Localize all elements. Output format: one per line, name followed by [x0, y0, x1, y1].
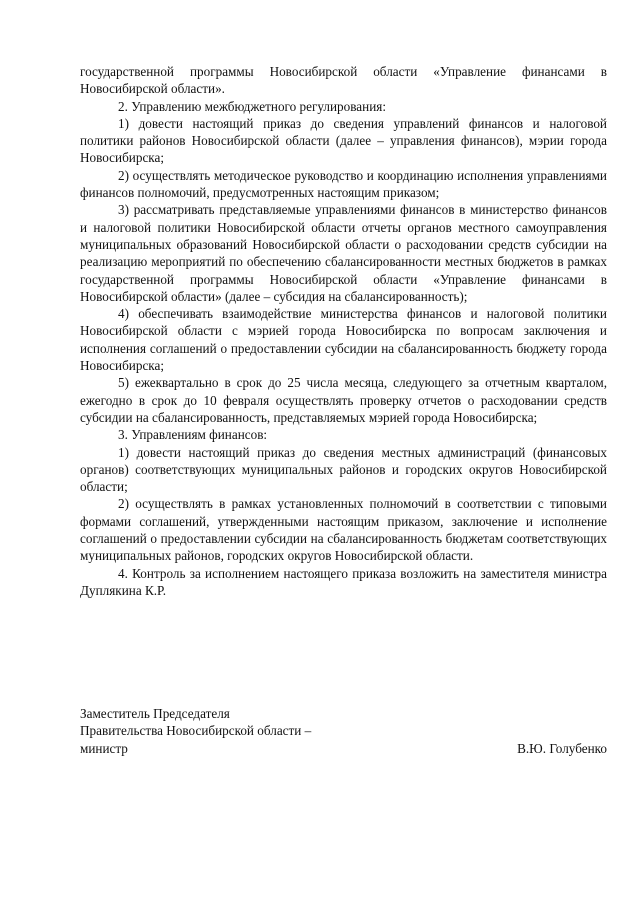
paragraph-0: государственной программы Новосибирской области «Управление финансами в Новосибирской области».: [80, 64, 607, 97]
signatory-title-line-2: Правительства Новосибирской области –: [80, 723, 312, 739]
paragraph-5: 4) обеспечивать взаимодействие министерства финансов и налоговой политики Новосибирской области с мэрией города Новосибирска по вопросам заключения и исполнения соглашений о предоставлении субсидии на сбалансированность бюджету города Новосибирска;: [80, 306, 607, 374]
paragraph-4: 3) рассматривать представляемые управлениями финансов в министерство финансов и налоговой политики Новосибирской области отчеты органов местного самоуправления муниципальных образований Новосибирской области о расходовании средств субсидии на реализацию мероприятий по обеспечению сбалансированности местных бюджетов в рамках государственной программы Новосибирской области «Управление финансами в Новосибирской области» (далее – субсидия на сбалансированность);: [80, 202, 607, 304]
signatory-title-line-3: министр: [80, 740, 128, 756]
paragraph-1: 2. Управлению межбюджетного регулирования:: [118, 98, 386, 114]
paragraph-8: 1) довести настоящий приказ до сведения местных администраций (финансовых органов) соответствующих муниципальных районов и городских округов Новосибирской области;: [80, 444, 607, 495]
paragraph-2: 1) довести настоящий приказ до сведения управлений финансов и налоговой политики районов Новосибирской области (далее – управления финансов), мэрии города Новосибирска;: [80, 115, 607, 166]
paragraph-10: 4. Контроль за исполнением настоящего приказа возложить на заместителя министра Дуплякина К.Р.: [80, 565, 607, 598]
signature-block: [80, 705, 607, 757]
paragraph-6: 5) ежеквартально в срок до 25 числа месяца, следующего за отчетным кварталом, ежегодно в срок до 10 февраля осуществлять проверку отчетов о расходовании средств субсидии на сбалансированность, представляемых мэрией города Новосибирска;: [80, 375, 607, 425]
signatory-title-line-1: Заместитель Председателя: [80, 706, 230, 721]
paragraph-7: 3. Управлениям финансов:: [118, 427, 268, 443]
paragraph-3: 2) осуществлять методическое руководство и координацию исполнения управлениями финансов полномочий, предусмотренных настоящим приказом;: [80, 167, 607, 201]
document-body: [80, 63, 607, 599]
paragraph-9: 2) осуществлять в рамках установленных полномочий в соответствии с типовыми формами соглашений, утвержденными настоящим приказом, заключение и исполнение соглашений о предоставлении субсидии на сбалансированность бюджетам соответствующих муниципальных районов, городских округов Новосибирской области.: [80, 496, 607, 564]
signatory-last-line: [80, 740, 607, 757]
signatory-name: В.Ю. Голубенко: [517, 740, 607, 756]
